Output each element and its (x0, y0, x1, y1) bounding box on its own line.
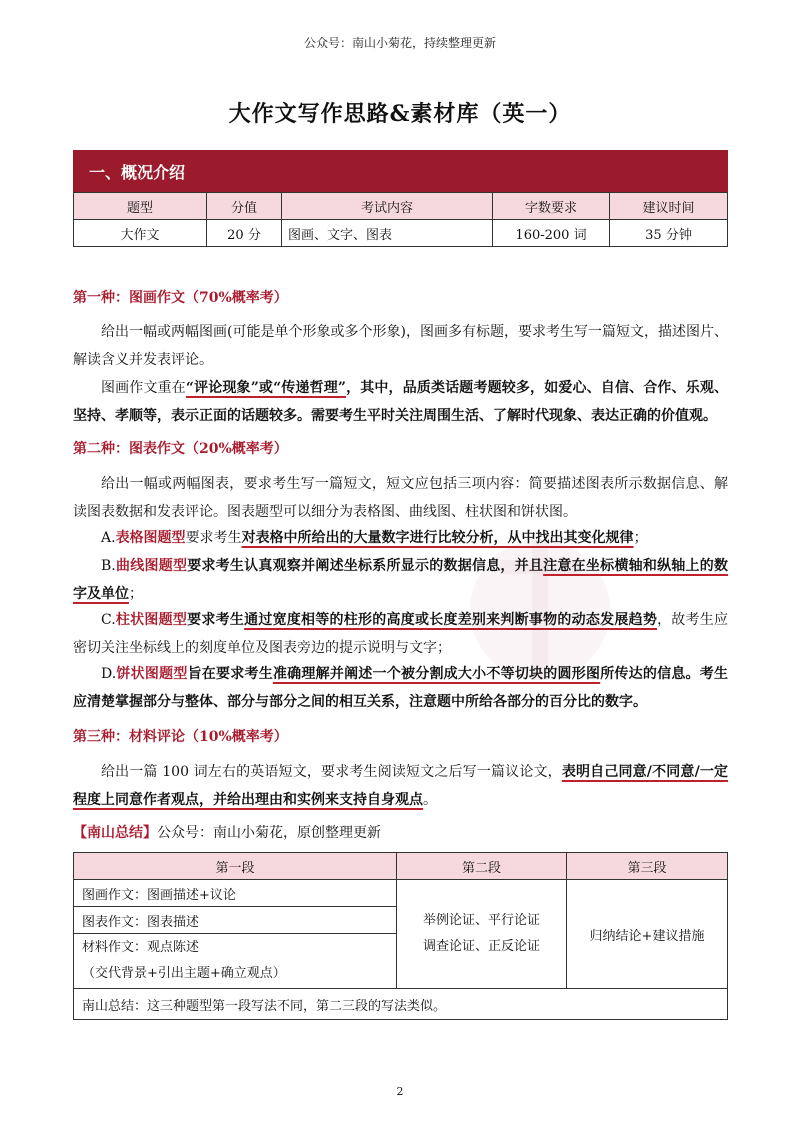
summary-footer-row (74, 989, 728, 1020)
header-cell: 第三段 (567, 853, 728, 880)
header-cell: 字数要求 (493, 193, 610, 220)
type2-item-b: B.曲线图题型要求考生认真观察并阐述坐标系所显示的数据信息，并且注意在坐标横轴和纵轴上的数字及单位； (73, 558, 729, 602)
first-para-cell: 材料作文：观点陈述 （交代背景+引出主题+确立观点） (74, 934, 397, 989)
table-cell: 图画、文字、图表 (282, 220, 493, 247)
type1-paragraph-2: 图画作文重在“评论现象”或“传递哲理”，其中，品质类话题考题较多，如爱心、自信、合作、乐观、坚持、孝顺等，表示正面的话题较多。需要考生平时关注周围生活、了解时代现象、表达正确的价值观。 (73, 380, 729, 424)
header-cell: 第一段 (74, 853, 397, 880)
summary-table (73, 852, 728, 1020)
header-cell: 第二段 (397, 853, 567, 880)
type3-paragraph: 给出一篇 100 词左右的英语短文，要求考生阅读短文之后写一篇议论文，表明自己同意/不同意/一定程度上同意作者观点，并给出理由和实例来支持自身观点。 (73, 764, 729, 808)
table-header-row (74, 193, 728, 220)
table-cell: 20 分 (207, 220, 282, 247)
table-cell: 35 分钟 (610, 220, 728, 247)
header-cell: 考试内容 (282, 193, 493, 220)
first-para-cell: 图表作文：图表描述 (74, 907, 397, 934)
type2-item-d: D.饼状图题型旨在要求考生准确理解并阐述一个被分割成大小不等切块的圆形图所传达的信息。考生应清楚掌握部分与整体、部分与部分之间的相互关系，注意题中所给各部分的百分比的数字。 (73, 666, 729, 710)
section-banner (73, 150, 728, 192)
overview-table (73, 192, 728, 247)
type2-item-c: C.柱状图题型要求考生通过宽度相等的柱形的高度或长度差别来判断事物的动态发展趋势，故考生应密切关注坐标线上的刻度单位及图表旁边的提示说明与文字； (73, 612, 729, 656)
summary-label: 【南山总结】公众号：南山小菊花，原创整理更新 (73, 825, 381, 841)
third-para-cell: 归纳结论+建议措施 (567, 880, 728, 989)
type2-heading: 第二种：图表作文（20%概率考） (73, 441, 288, 457)
summary-footer: 南山总结：这三种题型第一段写法不同，第二三段的写法类似。 (74, 989, 728, 1020)
banner-label: 一、概况介绍 (89, 163, 186, 182)
summary-row (74, 880, 728, 907)
header-cell: 分值 (207, 193, 282, 220)
type1-paragraph-1: 给出一幅或两幅图画(可能是单个形象或多个形象)，图画多有标题，要求考生写一篇短文，描述图片、解读含义并发表评论。 (73, 324, 728, 368)
table-cell: 大作文 (74, 220, 207, 247)
type2-paragraph-1: 给出一幅或两幅图表，要求考生写一篇短文，短文应包括三项内容：简要描述图表所示数据信息、解读图表数据和发表评论。图表题型可以细分为表格图、曲线图、柱状图和饼状图。 (73, 476, 728, 520)
type3-heading: 第三种：材料评论（10%概率考） (73, 729, 288, 745)
second-para-cell: 举例论证、平行论证 调查论证、正反论证 (397, 880, 567, 989)
type1-heading: 第一种：图画作文（70%概率考） (73, 290, 288, 306)
summary-header-row (74, 853, 728, 880)
table-row (74, 220, 728, 247)
type1-underlined: “评论现象”或“传递哲理” (185, 380, 346, 396)
first-para-cell: 图画作文：图画描述+议论 (74, 880, 397, 907)
document-title: 大作文写作思路&素材库（英一） (228, 101, 572, 127)
header-note: 公众号：南山小菊花，持续整理更新 (303, 36, 496, 50)
header-cell: 题型 (74, 193, 207, 220)
table-cell: 160-200 词 (493, 220, 610, 247)
header-cell: 建议时间 (610, 193, 728, 220)
page-number: 2 (396, 1085, 404, 1098)
type2-item-a: A.表格图题型要求考生对表格中所给出的大量数字进行比较分析，从中找出其变化规律； (101, 530, 648, 546)
